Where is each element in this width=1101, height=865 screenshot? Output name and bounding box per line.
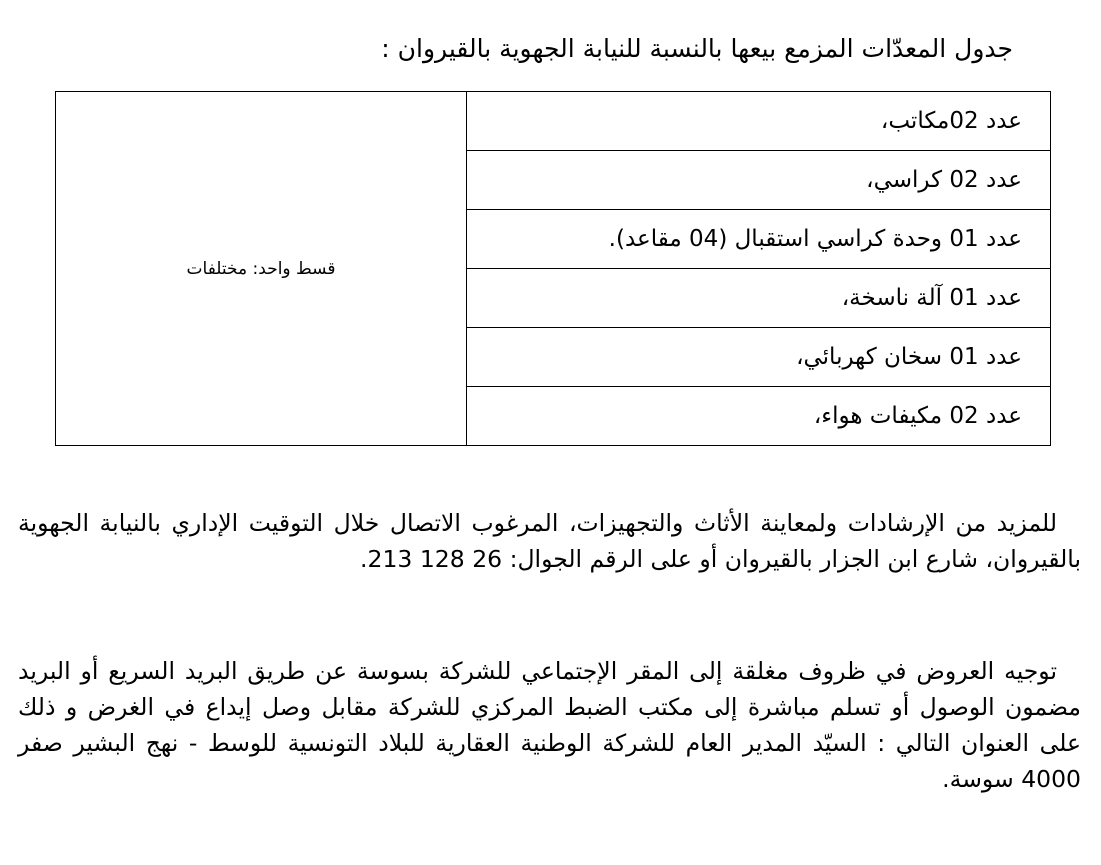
lot-label-cell: قسط واحد: مختلفات <box>56 92 467 446</box>
table-row <box>56 92 1051 151</box>
equipment-item-desks: عدد 02مكاتب، <box>467 92 1051 151</box>
submission-paragraph <box>18 653 1081 797</box>
document-title: جدول المعدّات المزمع بيعها بالنسبة للنيابة الجهوية بالقيروان : <box>381 34 1013 63</box>
contact-paragraph-text: للمزيد من الإرشادات ولمعاينة الأثاث والتجهيزات، المرغوب الاتصال خلال التوقيت الإداري بالنيابة الجهوية بالقيروان، شارع ابن الجزار بالقيروان أو على الرقم الجوال: 26 128 213. <box>18 509 1081 573</box>
submission-paragraph-text: توجيه العروض في ظروف مغلقة إلى المقر الإجتماعي للشركة بسوسة عن طريق البريد السريع أو البريد مضمون الوصول أو تسلم مباشرة إلى مكتب الضبط المركزي للشركة مقابل وصل إيداع في الغرض و ذلك على العنوان التالي : السيّد المدير العام للشركة الوطنية العقارية للبلاد التونسية للوسط - نهج البشير صفر 4000 سوسة. <box>18 657 1081 793</box>
equipment-item-air-conditioners: عدد 02 مكيفات هواء، <box>467 387 1051 446</box>
equipment-table <box>55 91 1051 446</box>
contact-paragraph <box>18 505 1081 577</box>
equipment-item-water-heater: عدد 01 سخان كهربائي، <box>467 328 1051 387</box>
equipment-item-chairs: عدد 02 كراسي، <box>467 151 1051 210</box>
equipment-item-reception-seats: عدد 01 وحدة كراسي استقبال (04 مقاعد). <box>467 210 1051 269</box>
equipment-item-copier: عدد 01 آلة ناسخة، <box>467 269 1051 328</box>
